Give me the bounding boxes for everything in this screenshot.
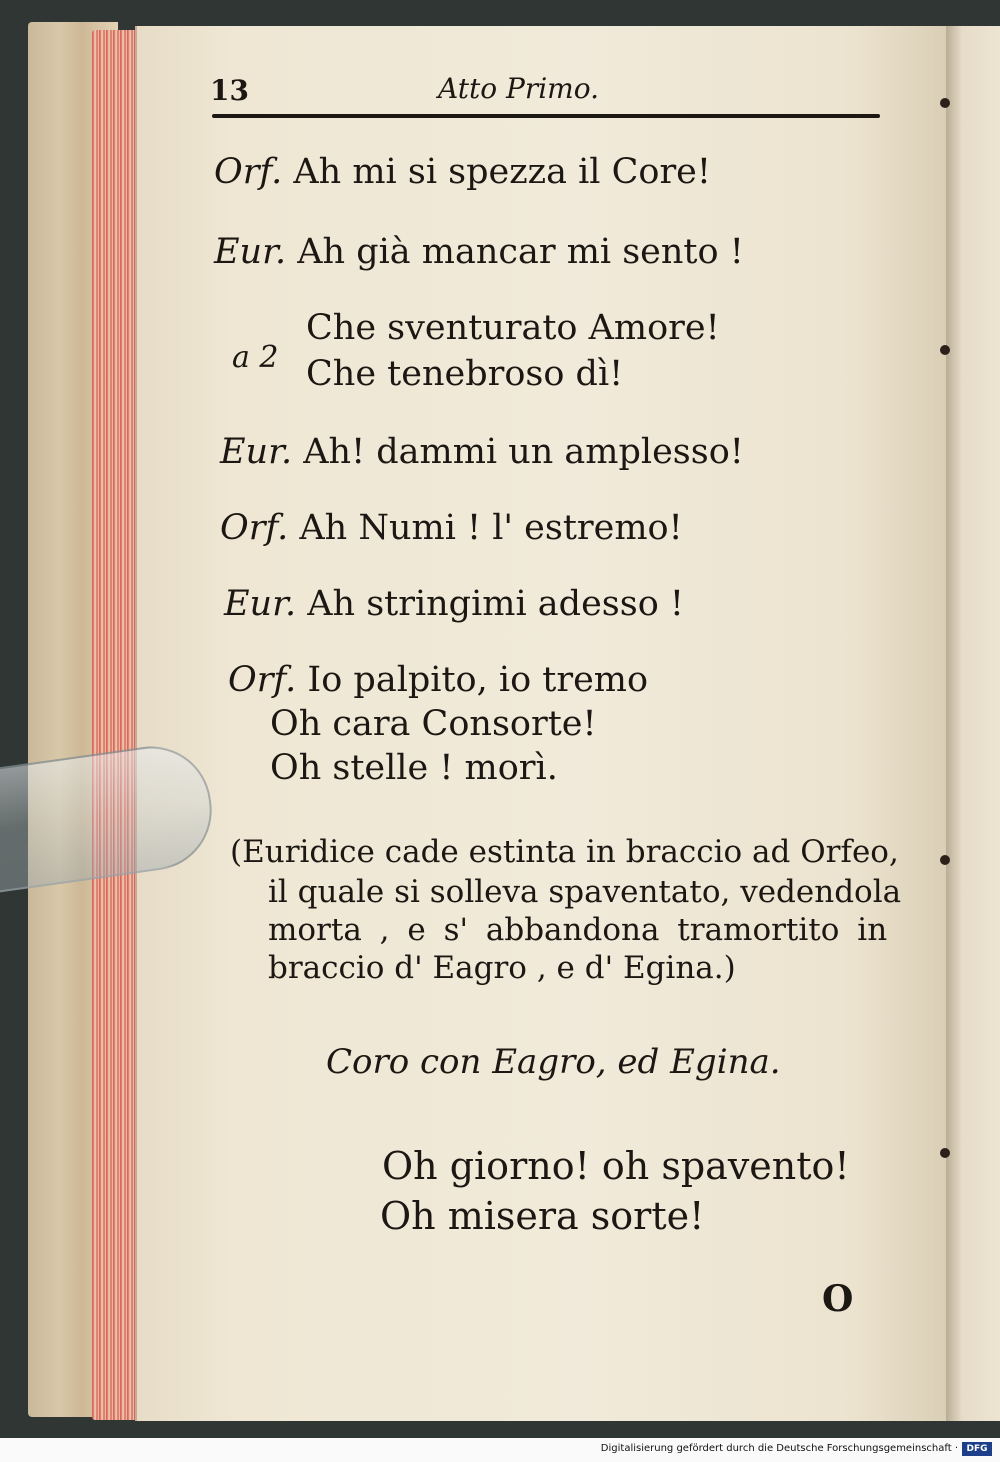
binding-stitch	[940, 855, 950, 865]
stage-direction-line: il quale si solleva spaventato, vedendola	[268, 874, 902, 910]
verse-text: Ah stringimi adesso !	[307, 584, 684, 624]
dialogue-line	[214, 232, 744, 272]
duet-marker: a 2	[232, 340, 279, 375]
verse-line: Oh cara Consorte!	[270, 704, 597, 744]
speaker-label: Orf.	[228, 660, 297, 700]
catchword: O	[822, 1278, 854, 1320]
verse-text: Ah mi si spezza il Core!	[293, 152, 711, 192]
speaker-label: Eur.	[214, 232, 287, 272]
speaker-label: Eur.	[224, 584, 297, 624]
speaker-label: Orf.	[220, 508, 289, 548]
verse-text: Io palpito, io tremo	[307, 660, 649, 700]
footer-bar	[0, 1438, 1000, 1462]
speaker-label: Eur.	[220, 432, 293, 472]
duet-line: Che tenebroso dì!	[306, 354, 624, 394]
chorus-line: Oh misera sorte!	[380, 1194, 705, 1238]
duet-line: Che sventurato Amore!	[306, 308, 720, 348]
chorus-heading: Coro con Eagro, ed Egina.	[326, 1042, 781, 1082]
page-number: 13	[210, 74, 249, 107]
verse-line: Oh stelle ! morì.	[270, 748, 558, 788]
verse-text: Ah! dammi un amplesso!	[303, 432, 744, 472]
facing-page-edge	[946, 26, 1000, 1421]
dfg-logo-icon: DFG	[962, 1442, 992, 1456]
verse-text: Ah Numi ! l' estremo!	[299, 508, 683, 548]
dialogue-line	[214, 152, 711, 192]
running-head: Atto Primo.	[438, 72, 599, 105]
stage-direction-line: braccio d' Eagro , e d' Egina.)	[268, 950, 736, 986]
binding-stitch	[940, 345, 950, 355]
dialogue-line	[220, 508, 683, 548]
stage-direction-line: morta , e s' abbandona tramortito in	[268, 912, 888, 948]
stage-direction-line: (Euridice cade estinta in braccio ad Orfeo,	[230, 834, 899, 870]
dialogue-line	[220, 432, 744, 472]
header-rule	[212, 114, 880, 118]
binding-stitch	[940, 98, 950, 108]
speaker-label: Orf.	[214, 152, 283, 192]
dialogue-line	[228, 660, 648, 700]
red-page-edges	[92, 30, 140, 1420]
chorus-line: Oh giorno! oh spavento!	[382, 1144, 850, 1188]
verse-text: Ah già mancar mi sento !	[297, 232, 744, 272]
binding-stitch	[940, 1148, 950, 1158]
footer-credit: Digitalisierung gefördert durch die Deutsche Forschungsgemeinschaft ·	[600, 1443, 958, 1454]
dialogue-line	[224, 584, 684, 624]
